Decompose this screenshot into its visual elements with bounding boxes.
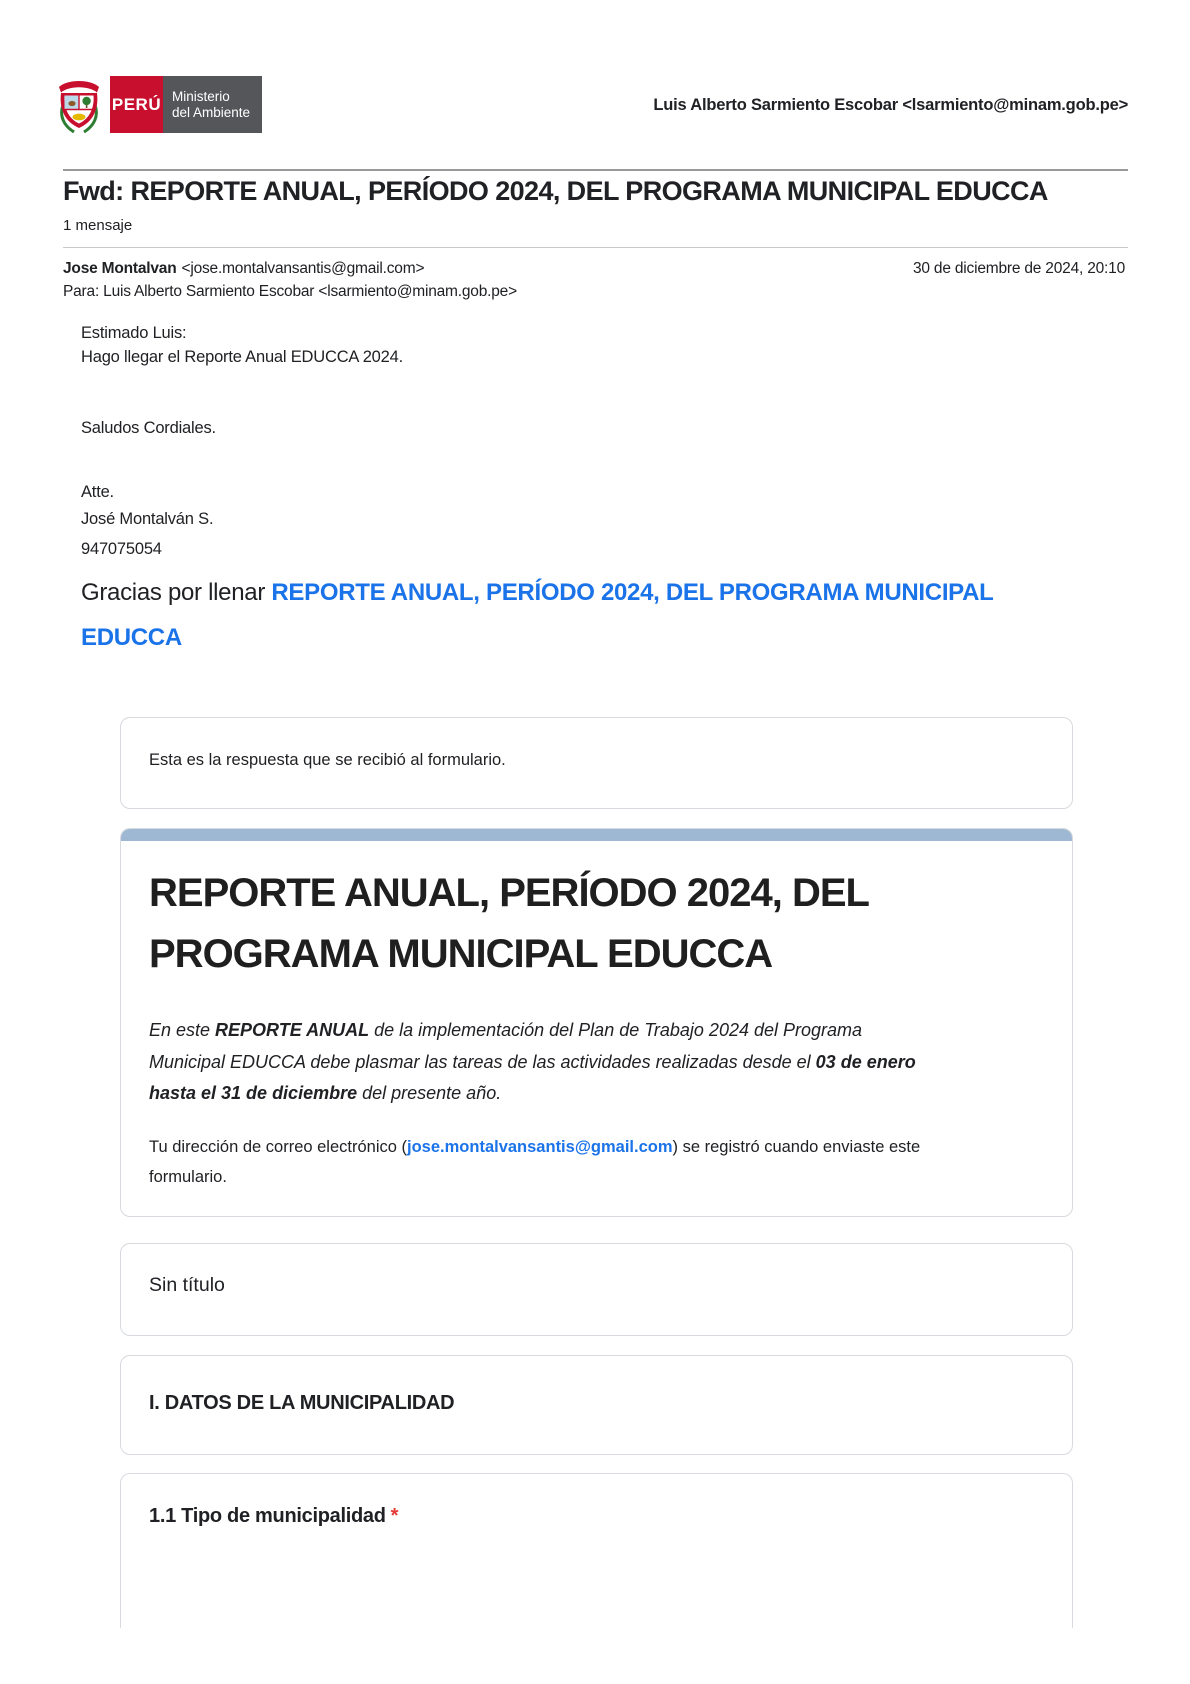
email-note-prefix: Tu dirección de correo electrónico ( — [149, 1138, 408, 1156]
sender-name: Jose Montalvan — [63, 260, 177, 277]
ministry-line2: del Ambiente — [172, 104, 251, 120]
form-title: REPORTE ANUAL, PERÍODO 2024, DEL PROGRAMA MUNICIPAL EDUCCA — [149, 871, 869, 976]
message-body — [81, 321, 403, 564]
form-description-line: hasta el 31 de diciembre del presente año. — [149, 1083, 502, 1103]
email-note-suffix: ) se registró cuando enviaste este formulario. — [149, 1138, 921, 1186]
form-description-line: En este REPORTE ANUAL de la implementación del Plan de Trabajo 2024 del Programa — [149, 1020, 863, 1040]
body-line: Hago llegar el Reporte Anual EDUCCA 2024. — [81, 348, 403, 366]
message-count: 1 mensaje — [63, 217, 133, 234]
body-line: Saludos Cordiales. — [81, 419, 216, 437]
question-1-1-card — [120, 1473, 1073, 1628]
body-line: 947075054 — [81, 540, 162, 558]
thanks-line — [81, 570, 1011, 660]
response-notice-text: Esta es la respuesta que se recibió al formulario. — [149, 751, 506, 769]
from-row — [63, 260, 1125, 278]
response-notice-card — [120, 717, 1073, 809]
message-date: 30 de diciembre de 2024, 20:10 — [912, 260, 1125, 277]
form-description — [149, 1015, 994, 1110]
form-accent-bar — [120, 828, 1073, 841]
section-1-title: I. DATOS DE LA MUNICIPALIDAD — [149, 1392, 455, 1414]
section-1-card — [120, 1355, 1073, 1455]
untitled-section-label: Sin título — [149, 1274, 225, 1296]
form-description-line: Municipal EDUCCA debe plasmar las tareas de las actividades realizadas desde el 03 de enero — [149, 1051, 916, 1072]
header-divider — [63, 169, 1128, 171]
required-asterisk: * — [390, 1505, 399, 1527]
sender — [63, 260, 424, 278]
account-owner: Luis Alberto Sarmiento Escobar <lsarmiento@minam.gob.pe> — [653, 96, 1128, 114]
email-subject: Fwd: REPORTE ANUAL, PERÍODO 2024, DEL PROGRAMA MUNICIPAL EDUCCA — [63, 176, 1048, 206]
form-header-card — [120, 828, 1073, 1217]
body-line: Estimado Luis: — [81, 324, 187, 342]
peru-coat-of-arms-icon — [56, 76, 102, 133]
form-email-note — [149, 1132, 929, 1192]
question-1-1-label: 1.1 Tipo de municipalidad * — [149, 1505, 399, 1527]
body-line: Atte. — [81, 483, 114, 501]
untitled-section-card — [120, 1243, 1073, 1336]
logo-ministry-label — [163, 76, 262, 133]
message-divider — [63, 247, 1128, 248]
sender-email: <jose.montalvansantis@gmail.com> — [181, 260, 425, 277]
body-line: José Montalván S. — [81, 510, 214, 528]
minam-logo — [56, 76, 262, 133]
form-title-link[interactable]: REPORTE ANUAL, PERÍODO 2024, DEL PROGRAMA MUNICIPAL EDUCCA — [81, 579, 994, 651]
respondent-email-link[interactable]: jose.montalvansantis@gmail.com — [407, 1138, 673, 1156]
recipient-row: Para: Luis Alberto Sarmiento Escobar <lsarmiento@minam.gob.pe> — [63, 283, 517, 300]
logo-country-label: PERÚ — [110, 76, 163, 133]
ministry-line1: Ministerio — [172, 88, 230, 104]
thanks-prefix: Gracias por llenar — [81, 579, 272, 606]
